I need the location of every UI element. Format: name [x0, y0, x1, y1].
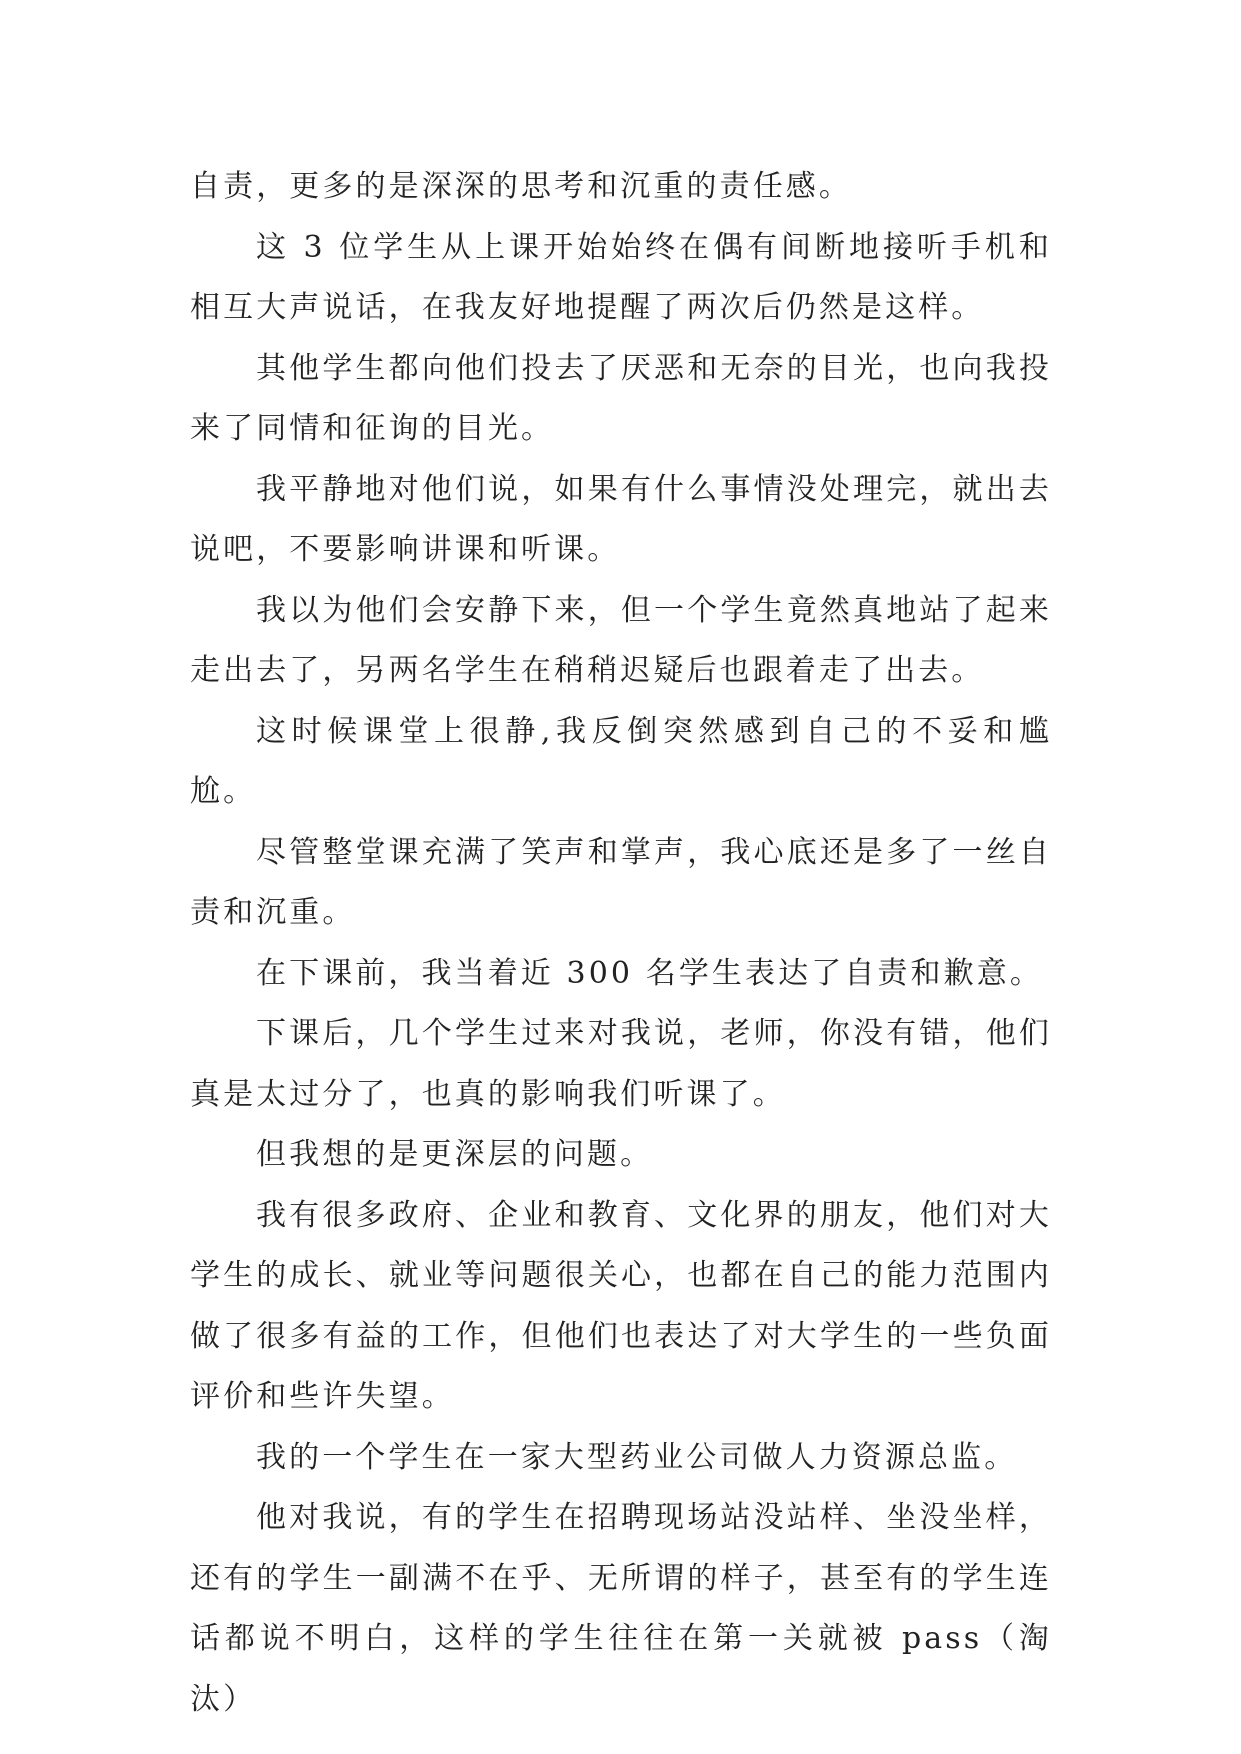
paragraph: 这 3 位学生从上课开始始终在偶有间断地接听手机和相互大声说话，在我友好地提醒了两次后仍然是这样。 — [190, 229, 1052, 325]
paragraph: 下课后，几个学生过来对我说，老师，你没有错，他们真是太过分了，也真的影响我们听课了。 — [190, 1016, 1052, 1112]
paragraph: 我以为他们会安静下来，但一个学生竟然真地站了起来走出去了，另两名学生在稍稍迟疑后也跟着走了出去。 — [190, 592, 1052, 688]
paragraph: 自责，更多的是深深的思考和沉重的责任感。 — [190, 169, 852, 204]
paragraph: 我的一个学生在一家大型药业公司做人力资源总监。 — [256, 1439, 1018, 1475]
document-body — [190, 157, 1052, 1730]
paragraph: 我平静地对他们说，如果有什么事情没处理完，就出去说吧，不要影响讲课和听课。 — [190, 471, 1052, 567]
paragraph: 但我想的是更深层的问题。 — [256, 1137, 654, 1172]
paragraph: 这时候课堂上很静,我反倒突然感到自己的不妥和尴尬。 — [190, 713, 1052, 809]
paragraph: 他对我说，有的学生在招聘现场站没站样、坐没坐样，还有的学生一副满不在乎、无所谓的样子，甚至有的学生连话都说不明白，这样的学生往往在第一关就被 pass（淘汰） — [190, 1500, 1052, 1717]
paragraph: 尽管整堂课充满了笑声和掌声，我心底还是多了一丝自责和沉重。 — [190, 834, 1052, 930]
paragraph: 其他学生都向他们投去了厌恶和无奈的目光，也向我投来了同情和征询的目光。 — [190, 350, 1052, 446]
paragraph: 我有很多政府、企业和教育、文化界的朋友，他们对大学生的成长、就业等问题很关心，也都在自己的能力范围内做了很多有益的工作，但他们也表达了对大学生的一些负面评价和些许失望。 — [190, 1197, 1052, 1414]
paragraph: 在下课前，我当着近 300 名学生表达了自责和歉意。 — [256, 955, 1043, 991]
